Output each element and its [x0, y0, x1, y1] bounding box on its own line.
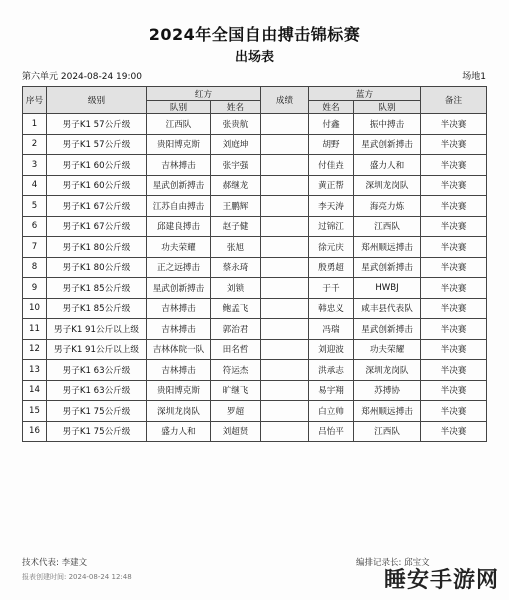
- cell-blue-name: 白立帅: [309, 401, 354, 422]
- table-row: [23, 114, 487, 135]
- cell-seq: 11: [23, 319, 47, 340]
- cell-seq: 2: [23, 134, 47, 155]
- cell-note: 半决赛: [421, 380, 487, 401]
- cell-result: [261, 339, 309, 360]
- header-blue: 蓝方: [309, 87, 421, 101]
- cell-seq: 4: [23, 175, 47, 196]
- cell-result: [261, 175, 309, 196]
- cell-result: [261, 196, 309, 217]
- header-red-team: 队别: [147, 101, 211, 114]
- cell-result: [261, 421, 309, 442]
- cell-result: [261, 114, 309, 135]
- cell-red-name: 王鹏辉: [211, 196, 261, 217]
- cell-result: [261, 155, 309, 176]
- cell-red-team: 邱建良搏击: [147, 216, 211, 237]
- cell-class: 男子K1 75公斤级: [47, 421, 147, 442]
- cell-blue-name: 过锦江: [309, 216, 354, 237]
- cell-seq: 7: [23, 237, 47, 258]
- table-header-row: [23, 87, 487, 101]
- cell-seq: 5: [23, 196, 47, 217]
- cell-blue-name: 洪承志: [309, 360, 354, 381]
- table-row: [23, 237, 487, 258]
- header-note: 备注: [421, 87, 487, 114]
- header-red-name: 姓名: [211, 101, 261, 114]
- header-blue-team: 队别: [354, 101, 421, 114]
- cell-blue-team: 星武创新搏击: [354, 257, 421, 278]
- table-row: [23, 216, 487, 237]
- cell-class: 男子K1 57公斤级: [47, 114, 147, 135]
- cell-blue-team: 江西队: [354, 216, 421, 237]
- cell-red-team: 功夫荣耀: [147, 237, 211, 258]
- cell-blue-team: 功夫荣耀: [354, 339, 421, 360]
- cell-blue-team: 海亮力炼: [354, 196, 421, 217]
- cell-red-name: 旷继飞: [211, 380, 261, 401]
- cell-blue-name: 李天涛: [309, 196, 354, 217]
- cell-result: [261, 298, 309, 319]
- cell-red-team: 吉林搏击: [147, 155, 211, 176]
- cell-red-team: 吉林体院一队: [147, 339, 211, 360]
- cell-blue-name: 徐元庆: [309, 237, 354, 258]
- cell-red-name: 刘锁: [211, 278, 261, 299]
- cell-blue-name: 易宇翔: [309, 380, 354, 401]
- table-row: [23, 278, 487, 299]
- schedule-table: [22, 86, 487, 442]
- cell-blue-name: 冯瑞: [309, 319, 354, 340]
- table-row: [23, 380, 487, 401]
- cell-seq: 10: [23, 298, 47, 319]
- cell-red-name: 蔡永琦: [211, 257, 261, 278]
- header-seq: 序号: [23, 87, 47, 114]
- cell-seq: 13: [23, 360, 47, 381]
- cell-note: 半决赛: [421, 319, 487, 340]
- cell-red-name: 符运杰: [211, 360, 261, 381]
- cell-blue-team: 郑州顺远搏击: [354, 237, 421, 258]
- cell-note: 半决赛: [421, 298, 487, 319]
- cell-blue-team: 苏搏协: [354, 380, 421, 401]
- cell-red-team: 吉林搏击: [147, 298, 211, 319]
- cell-note: 半决赛: [421, 278, 487, 299]
- cell-red-team: 贵阳博克斯: [147, 380, 211, 401]
- cell-blue-team: 星武创新搏击: [354, 134, 421, 155]
- cell-blue-name: 胡野: [309, 134, 354, 155]
- cell-red-team: 贵阳博克斯: [147, 134, 211, 155]
- cell-blue-team: 深圳龙岗队: [354, 360, 421, 381]
- cell-blue-name: 吕怡平: [309, 421, 354, 442]
- cell-blue-team: 郑州顺远搏击: [354, 401, 421, 422]
- cell-class: 男子K1 91公斤以上级: [47, 339, 147, 360]
- cell-note: 半决赛: [421, 237, 487, 258]
- cell-class: 男子K1 63公斤级: [47, 360, 147, 381]
- table-row: [23, 421, 487, 442]
- cell-red-team: 星武创新搏击: [147, 175, 211, 196]
- cell-blue-name: 刘迎波: [309, 339, 354, 360]
- cell-result: [261, 360, 309, 381]
- table-body: [23, 114, 487, 442]
- cell-red-team: 盛力人和: [147, 421, 211, 442]
- cell-note: 半决赛: [421, 155, 487, 176]
- table-row: [23, 339, 487, 360]
- cell-blue-team: 振中搏击: [354, 114, 421, 135]
- cell-note: 半决赛: [421, 134, 487, 155]
- cell-blue-team: HWBJ: [354, 278, 421, 299]
- header-class: 级别: [47, 87, 147, 114]
- cell-blue-name: 黄正帮: [309, 175, 354, 196]
- table-row: [23, 257, 487, 278]
- cell-result: [261, 380, 309, 401]
- table-row: [23, 401, 487, 422]
- cell-class: 男子K1 63公斤级: [47, 380, 147, 401]
- cell-blue-team: 江西队: [354, 421, 421, 442]
- cell-seq: 15: [23, 401, 47, 422]
- cell-blue-name: 付佳垚: [309, 155, 354, 176]
- tech-representative: 技术代表: 李建文: [22, 558, 88, 568]
- cell-seq: 6: [23, 216, 47, 237]
- cell-class: 男子K1 75公斤级: [47, 401, 147, 422]
- cell-result: [261, 401, 309, 422]
- cell-result: [261, 257, 309, 278]
- cell-blue-name: 殷勇超: [309, 257, 354, 278]
- cell-class: 男子K1 85公斤级: [47, 278, 147, 299]
- table-row: [23, 155, 487, 176]
- cell-red-name: 郝继龙: [211, 175, 261, 196]
- cell-class: 男子K1 67公斤级: [47, 196, 147, 217]
- header-result: 成绩: [261, 87, 309, 114]
- cell-red-team: 深圳龙岗队: [147, 401, 211, 422]
- cell-seq: 14: [23, 380, 47, 401]
- cell-red-team: 星武创新搏击: [147, 278, 211, 299]
- cell-note: 半决赛: [421, 339, 487, 360]
- venue-info: 场地1: [462, 72, 486, 82]
- cell-note: 半决赛: [421, 196, 487, 217]
- cell-note: 半决赛: [421, 401, 487, 422]
- cell-red-name: 赵子健: [211, 216, 261, 237]
- watermark-logo: 睡安手游网: [383, 568, 499, 593]
- table-row: [23, 175, 487, 196]
- cell-result: [261, 237, 309, 258]
- cell-red-name: 罗超: [211, 401, 261, 422]
- cell-note: 半决赛: [421, 421, 487, 442]
- cell-note: 半决赛: [421, 257, 487, 278]
- cell-seq: 8: [23, 257, 47, 278]
- cell-blue-name: 于千: [309, 278, 354, 299]
- table-row: [23, 196, 487, 217]
- cell-red-name: 田名哲: [211, 339, 261, 360]
- cell-note: 半决赛: [421, 114, 487, 135]
- cell-red-team: 江苏自由搏击: [147, 196, 211, 217]
- cell-class: 男子K1 80公斤级: [47, 237, 147, 258]
- cell-result: [261, 319, 309, 340]
- cell-blue-name: 韩忠义: [309, 298, 354, 319]
- cell-red-team: 江西队: [147, 114, 211, 135]
- document-subtitle: 出场表: [234, 50, 274, 65]
- cell-red-team: 吉林搏击: [147, 319, 211, 340]
- cell-seq: 12: [23, 339, 47, 360]
- cell-seq: 3: [23, 155, 47, 176]
- cell-class: 男子K1 60公斤级: [47, 155, 147, 176]
- cell-class: 男子K1 57公斤级: [47, 134, 147, 155]
- cell-class: 男子K1 60公斤级: [47, 175, 147, 196]
- cell-red-name: 鲍孟飞: [211, 298, 261, 319]
- table-row: [23, 134, 487, 155]
- cell-note: 半决赛: [421, 175, 487, 196]
- cell-blue-team: 星武创新搏击: [354, 319, 421, 340]
- cell-class: 男子K1 85公斤级: [47, 298, 147, 319]
- cell-seq: 1: [23, 114, 47, 135]
- cell-seq: 9: [23, 278, 47, 299]
- cell-note: 半决赛: [421, 216, 487, 237]
- table-row: [23, 298, 487, 319]
- cell-note: 半决赛: [421, 360, 487, 381]
- cell-red-name: 郭治君: [211, 319, 261, 340]
- cell-blue-team: 深圳龙岗队: [354, 175, 421, 196]
- recorder: 编排记录长: 邱宝文: [356, 558, 430, 568]
- session-info: 第六单元 2024-08-24 19:00: [22, 72, 142, 82]
- table-row: [23, 319, 487, 340]
- cell-result: [261, 216, 309, 237]
- document-title: 2024年全国自由搏击锦标赛: [148, 25, 361, 44]
- header-blue-name: 姓名: [309, 101, 354, 114]
- header-red: 红方: [147, 87, 261, 101]
- cell-red-name: 张旭: [211, 237, 261, 258]
- cell-red-name: 刘超贤: [211, 421, 261, 442]
- cell-seq: 16: [23, 421, 47, 442]
- cell-result: [261, 278, 309, 299]
- cell-blue-team: 盛力人和: [354, 155, 421, 176]
- cell-red-team: 吉林搏击: [147, 360, 211, 381]
- cell-red-name: 张贵航: [211, 114, 261, 135]
- cell-red-name: 刘庭坤: [211, 134, 261, 155]
- cell-red-name: 张宇强: [211, 155, 261, 176]
- cell-class: 男子K1 67公斤级: [47, 216, 147, 237]
- cell-red-team: 正之远搏击: [147, 257, 211, 278]
- cell-class: 男子K1 91公斤以上级: [47, 319, 147, 340]
- table-row: [23, 360, 487, 381]
- cell-blue-name: 付鑫: [309, 114, 354, 135]
- cell-class: 男子K1 80公斤级: [47, 257, 147, 278]
- cell-blue-team: 咸丰县代表队: [354, 298, 421, 319]
- cell-result: [261, 134, 309, 155]
- created-time: 报表创建时间: 2024-08-24 12:48: [22, 573, 132, 581]
